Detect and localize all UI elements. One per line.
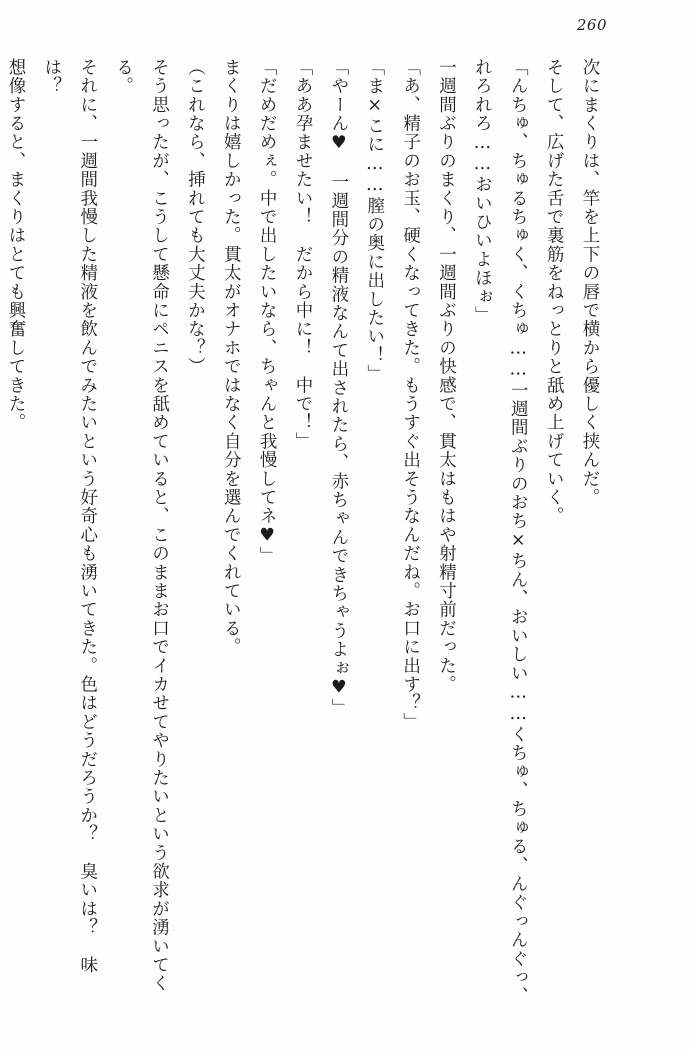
page-number: 260 <box>576 16 607 34</box>
paragraph: 「やーん♥ 一週間分の精液なんて出されたら、赤ちゃんできちゃうよぉ♥」 <box>328 58 349 718</box>
paragraph: そして、広げた舌で裏筋をねっとりと舐め上げていく。 <box>544 58 565 526</box>
paragraph: 「んちゅ、ちゅるちゅく、くちゅ……一週間ぶりのおち×ちん、おいしい……くちゅ、ちゅる、んぐっんぐっ、れろれろ……おいひいよほぉ」 <box>472 58 529 1006</box>
paragraph: そう思ったが、こうして懸命にペニスを舐めていると、このままお口でイカせてやりたいという欲求が湧いてくる。 <box>113 58 170 993</box>
paragraph: 「あ、精子のお玉、硬くなってきた。もうすぐ出そうなんだね。お口に出す？」 <box>400 58 421 732</box>
paragraph: それに、一週間我慢した精液を飲んでみたいという好奇心も湧いてきた。色はどうだろうか？ 臭いは？ 味は？ <box>41 58 98 975</box>
paragraph: 「ああ孕ませたい！ だから中に！ 中で！」 <box>293 58 313 451</box>
paragraph: 想像すると、まくりはとても興奮してきた。 <box>6 58 26 432</box>
page-body-text <box>6 58 607 1010</box>
paragraph: まくりは嬉しかった。貫太がオナホではなく自分を選んでくれている。 <box>221 58 242 657</box>
paragraph: 一週間ぶりのまくり、一週間ぶりの快感で、貫太はもはや射精寸前だった。 <box>436 58 457 694</box>
paragraph: （これなら、挿れても大丈夫かな？） <box>185 58 206 376</box>
paragraph: 「だめだめぇ。中で出したいなら、ちゃんと我慢してネ♥」 <box>257 58 278 566</box>
paragraph: 「ま×こに……膣の奥に出したい！」 <box>364 58 385 384</box>
paragraph: 次にまくりは、竿を上下の唇で横から優しく挟んだ。 <box>580 58 600 507</box>
